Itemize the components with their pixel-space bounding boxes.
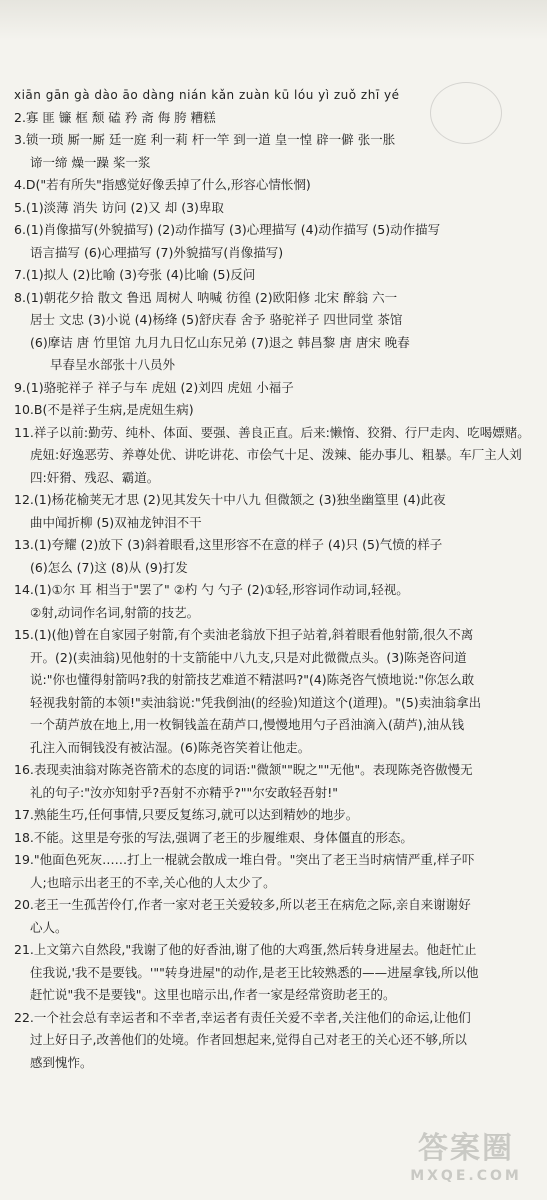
answer-line: (6)怎么 (7)这 (8)从 (9)打发 (30, 559, 188, 575)
scan-shadow (0, 0, 547, 40)
answer-line: 感到愧怍。 (30, 1054, 93, 1070)
answer-line: 9.(1)骆驼祥子 祥子与车 虎妞 (2)刘四 虎妞 小福子 (14, 379, 294, 395)
answer-line: 21.上文第六自然段,"我谢了他的好香油,谢了他的大鸡蛋,然后转身进屋去。他赶忙止 (14, 942, 477, 957)
answer-line: 10.B(不是祥子生病,是虎妞生病) (14, 402, 194, 417)
watermark-url: MXQE.COM (410, 1168, 522, 1184)
answer-line: ②射,动词作名词,射箭的技艺。 (30, 604, 200, 620)
answer-line: 4.D("若有所失"指感觉好像丢掉了什么,形容心情怅惘) (14, 177, 311, 192)
answer-line: 早春呈水部张十八员外 (50, 357, 176, 372)
answer-line: 过上好日子,改善他们的处境。作者回想起来,觉得自己对老王的关心还不够,所以 (30, 1032, 467, 1047)
answer-line: 17.熟能生巧,任何事情,只要反复练习,就可以达到精妙的地步。 (14, 807, 359, 822)
answer-line: 曲中闻折柳 (5)双袖龙钟泪不干 (30, 514, 202, 530)
answer-line: 心人。 (30, 919, 68, 935)
answer-line: 5.(1)淡薄 消失 访问 (2)又 却 (3)卑取 (14, 199, 224, 215)
answer-text (14, 84, 538, 1074)
answer-line: 18.不能。这里是夸张的写法,强调了老王的步履维艰、身体僵直的形态。 (14, 829, 413, 845)
answer-line: 16.表现卖油翁对陈尧咨箭术的态度的词语:"微颔""睨之""无他"。表现陈尧咨傲慢无 (14, 762, 473, 777)
answer-line: 3.锁一琐 厮一厮 廷一庭 利一莉 杆一竿 到一道 皇一惶 辟一僻 张一胀 (14, 132, 396, 147)
pinyin-line: xiān gān gà dào āo dàng nián kǎn zuàn kū lóu yì zuǒ zhī yé (14, 88, 400, 102)
answer-line: 一个葫芦放在地上,用一枚铜钱盖在葫芦口,慢慢地用勺子舀油滴入(葫芦),油从钱 (30, 717, 465, 732)
answer-line: 13.(1)夸耀 (2)放下 (3)斜着眼看,这里形容不在意的样子 (4)只 (5)气愤的样子 (14, 537, 443, 552)
answer-line: 语言描写 (6)心理描写 (7)外貌描写(肖像描写) (30, 244, 284, 260)
watermark-text: 答案圈 (418, 1131, 514, 1166)
answer-line: 12.(1)杨花榆荚无才思 (2)见其发矢十中八九 但微颔之 (3)独坐幽篁里 (4)此夜 (14, 492, 446, 507)
site-watermark (391, 1130, 541, 1192)
answer-line: 22.一个社会总有幸运者和不幸者,幸运者有责任关爱不幸者,关注他们的命运,让他们 (14, 1009, 471, 1025)
answer-line: 19."他面色死灰……打上一棍就会散成一堆白骨。"突出了老王当时病情严重,样子吓 (14, 852, 475, 867)
answer-line: 轻视我射箭的本领!"卖油翁说:"凭我倒油(的经验)知道这个(道理)。"(5)卖油翁拿出 (30, 694, 482, 710)
answer-line: 8.(1)朝花夕拾 散文 鲁迅 周树人 呐喊 彷徨 (2)欧阳修 北宋 醉翁 六一 (14, 289, 398, 305)
answer-line: 11.祥子以前:勤劳、纯朴、体面、要强、善良正直。后来:懒惰、狡猾、行尸走肉、吃喝嫖赌。 (14, 424, 530, 440)
answer-line: 礼的句子:"汝亦知射乎?吾射不亦精乎?""尔安敢轻吾射!" (30, 784, 338, 800)
answer-line: 虎妞:好逸恶劳、养尊处优、讲吃讲花、市侩气十足、泼辣、能办事儿、粗暴。车厂主人刘 (30, 447, 522, 462)
answer-line: 15.(1)(他)曾在自家园子射箭,有个卖油老翁放下担子站着,斜着眼看他射箭,很久不离 (14, 627, 474, 642)
answer-line: 6.(1)肖像描写(外貌描写) (2)动作描写 (3)心理描写 (4)动作描写 (5)动作描写 (14, 222, 441, 237)
answer-line: 住我说,'我不是要钱。'""转身进屋"的动作,是老王比较熟悉的——进屋拿钱,所以他 (30, 964, 479, 980)
answer-line: 2.寡 匪 镰 框 颓 磕 矜 斋 侮 胯 糟糕 (14, 109, 216, 125)
answer-line: 人;也暗示出老王的不幸,关心他的人太少了。 (30, 874, 276, 890)
answer-line: (6)摩诘 唐 竹里馆 九月九日忆山东兄弟 (7)退之 韩昌黎 唐 唐宋 晚春 (30, 334, 410, 350)
answer-line: 赶忙说"我不是要钱"。这里也暗示出,作者一家是经常资助老王的。 (30, 987, 396, 1002)
answer-line: 四:奸猾、残忍、霸道。 (30, 469, 160, 485)
answer-line: 居士 文忠 (3)小说 (4)杨绛 (5)舒庆春 舍予 骆驼祥子 四世同堂 茶馆 (30, 312, 403, 327)
answer-line: 谛一缔 燥一躁 桨一浆 (30, 154, 151, 170)
answer-line: 孔注入而铜钱没有被沾湿。(6)陈尧咨笑着让他走。 (30, 739, 311, 755)
answer-line: 开。(2)(卖油翁)见他射的十支箭能中八九支,只是对此微微点头。(3)陈尧咨问道 (30, 649, 467, 665)
answer-line: 20.老王一生孤苦伶仃,作者一家对老王关爱较多,所以老王在病危之际,亲自来谢谢好 (14, 897, 471, 912)
answer-line: 14.(1)①尔 耳 相当于"罢了" ②杓 勺 勺子 (2)①轻,形容词作动词,轻视。 (14, 582, 409, 597)
answer-line: 说:"你也懂得射箭吗?我的射箭技艺难道不精湛吗?"(4)陈尧咨气愤地说:"你怎么敢 (30, 672, 475, 687)
answer-line: 7.(1)拟人 (2)比喻 (3)夸张 (4)比喻 (5)反问 (14, 267, 256, 282)
